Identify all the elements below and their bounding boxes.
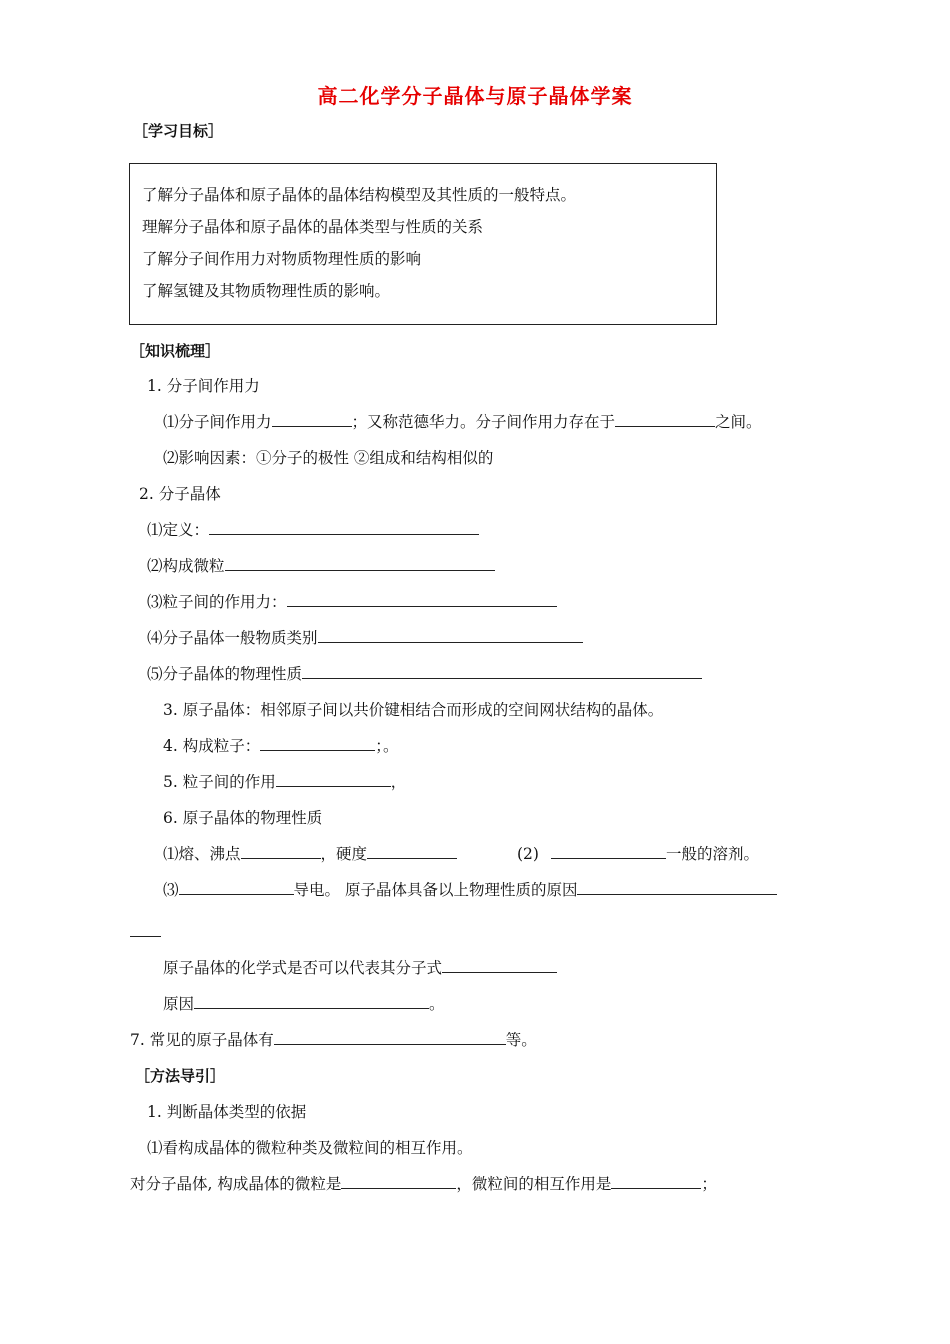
- item-2-4: [147, 628, 583, 648]
- text: ⑴定义：: [147, 521, 210, 539]
- fill-blank[interactable]: [442, 958, 557, 973]
- text: ⑴分子间作用力: [163, 413, 272, 431]
- text: (2): [517, 845, 539, 863]
- fill-blank[interactable]: [225, 556, 495, 571]
- section-heading-method: ［方法导引］: [135, 1067, 226, 1085]
- item-1-2: ⑵影响因素：①分子的极性 ②组成和结构相似的: [163, 449, 494, 467]
- text: 导电。 原子晶体具备以上物理性质的原因: [293, 881, 578, 899]
- section-heading-knowledge: ［知识梳理］: [130, 342, 221, 360]
- item-2-3: [147, 592, 557, 612]
- text: 5. 粒子间的作用: [163, 773, 276, 791]
- item-6-heading: 6. 原子晶体的物理性质: [163, 809, 323, 827]
- item-1-heading: 1. 分子间作用力: [147, 377, 260, 395]
- text: ，硬度: [320, 845, 368, 863]
- goal-item: 了解分子晶体和原子晶体的晶体结构模型及其性质的一般特点。: [142, 186, 577, 204]
- text: 之间。: [715, 413, 762, 431]
- item-6-reason: [163, 994, 445, 1014]
- fill-blank[interactable]: [274, 1030, 506, 1045]
- item-2-5: [147, 664, 702, 684]
- fill-blank[interactable]: [276, 772, 391, 787]
- fill-blank[interactable]: [194, 994, 429, 1009]
- text: ，: [390, 773, 407, 791]
- section-heading-goals: ［学习目标］: [133, 122, 224, 140]
- method-1-2: [130, 1174, 717, 1194]
- text: ⑸分子晶体的物理性质: [147, 665, 303, 683]
- text: 7. 常见的原子晶体有: [130, 1031, 274, 1049]
- blank-continuation: [130, 922, 161, 942]
- item-7: [130, 1030, 537, 1050]
- text: ；: [701, 1175, 717, 1193]
- text: ⑵构成微粒: [147, 557, 225, 575]
- fill-blank[interactable]: [318, 628, 583, 643]
- item-6-3: [163, 880, 777, 900]
- item-2-1: [147, 520, 479, 540]
- fill-blank[interactable]: [287, 592, 557, 607]
- fill-blank[interactable]: [241, 844, 321, 859]
- fill-blank[interactable]: [577, 880, 777, 895]
- fill-blank[interactable]: [260, 736, 375, 751]
- text: 4. 构成粒子：: [163, 737, 261, 755]
- text: ⑴熔、沸点: [163, 845, 241, 863]
- item-3: 3. 原子晶体：相邻原子间以共价键相结合而形成的空间网状结构的晶体。: [163, 701, 664, 719]
- goals-box: [129, 163, 717, 325]
- item-2-heading: 2. 分子晶体: [139, 485, 221, 503]
- method-1-1: ⑴看构成晶体的微粒种类及微粒间的相互作用。: [147, 1139, 473, 1157]
- fill-blank[interactable]: [179, 880, 294, 895]
- text: ，微粒间的相互作用是: [456, 1175, 612, 1193]
- fill-blank[interactable]: [209, 520, 479, 535]
- text: 原因: [163, 995, 195, 1013]
- goal-item: 了解分子间作用力对物质物理性质的影响: [142, 250, 422, 268]
- fill-blank[interactable]: [302, 664, 702, 679]
- text: 对分子晶体, 构成晶体的微粒是: [130, 1175, 342, 1193]
- fill-blank[interactable]: [551, 844, 666, 859]
- item-2-2: [147, 556, 495, 576]
- text: ⑶粒子间的作用力：: [147, 593, 287, 611]
- text: 原子晶体的化学式是否可以代表其分子式: [163, 959, 443, 977]
- item-1-1: [163, 412, 762, 432]
- item-6-question: [163, 958, 557, 978]
- text: ⑶: [163, 881, 179, 899]
- page-title: 高二化学分子晶体与原子晶体学案: [317, 84, 633, 108]
- fill-blank[interactable]: [341, 1174, 456, 1189]
- text: 一般的溶剂。: [665, 845, 759, 863]
- fill-blank[interactable]: [611, 1174, 701, 1189]
- text: ；。: [375, 737, 399, 755]
- text: 等。: [505, 1031, 537, 1049]
- item-5: [163, 772, 406, 792]
- text: ⑷分子晶体一般物质类别: [147, 629, 318, 647]
- text: 。: [429, 995, 445, 1013]
- fill-blank[interactable]: [130, 922, 161, 937]
- fill-blank[interactable]: [615, 412, 715, 427]
- item-6-2: [517, 844, 759, 864]
- fill-blank[interactable]: [367, 844, 457, 859]
- item-4: [163, 736, 398, 756]
- goal-item: 了解氢键及其物质物理性质的影响。: [142, 282, 391, 300]
- item-6-1: [163, 844, 457, 864]
- text: ；又称范德华力。分子间作用力存在于: [351, 413, 616, 431]
- fill-blank[interactable]: [272, 412, 352, 427]
- goal-item: 理解分子晶体和原子晶体的晶体类型与性质的关系: [142, 218, 484, 236]
- method-1-heading: 1. 判断晶体类型的依据: [147, 1103, 307, 1121]
